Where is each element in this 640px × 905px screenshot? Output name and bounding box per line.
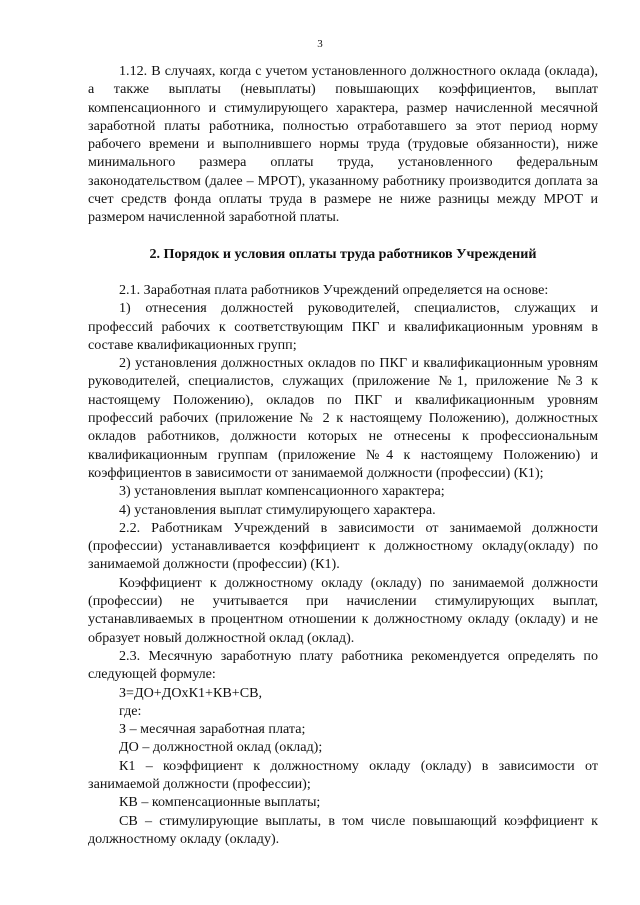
formula-term-do: ДО – должностной оклад (оклад); — [119, 739, 323, 756]
list-item-1: 1) отнесения должностей руководителей, специалистов, служащих и профессий рабочих к соответствующим ПКГ и квалификационным уровням в составе квалификационных групп; — [88, 300, 598, 353]
formula-where-label: где: — [119, 702, 142, 719]
salary-formula: З=ДО+ДОхК1+КВ+СВ, — [119, 684, 263, 701]
section-2-heading: 2. Порядок и условия оплаты труда работников Учреждений — [149, 245, 537, 262]
paragraph-1-12: 1.12. В случаях, когда с учетом установленного должностного оклада (оклада), а также выплаты (невыплаты) повышающих коэффициентов, выплат компенсационного и стимулирующего характера, размер начисленной месячной заработной платы работника, полностью отработавшего за этот период норму рабочего времени и выполнившего нормы труда (трудовые обязанности), ниже минимального размера оплаты труда, установленного федеральным законодательством (далее – МРОТ), указанному работнику производится доплата за счет средств фонда оплаты труда в размере не ниже разницы между МРОТ и размером начисленной заработной платы. — [88, 63, 598, 226]
list-item-2: 2) установления должностных окладов по ПКГ и квалификационным уровням руководителей, специалистов, служащих (приложение №1, приложение №3 к настоящему Положению), окладов по ПКГ и квалификационным уровням профессий рабочих (приложение № 2 к настоящему Положению), должностных окладов работников, должности которых не отнесены к профессиональным квалификационным группам (приложение №4 к настоящему Положению) и коэффициентов в зависимости от занимаемой должности (профессии) (К1); — [88, 355, 598, 481]
list-item-4: 4) установления выплат стимулирующего характера. — [119, 501, 436, 518]
paragraph-2-3: 2.3. Месячную заработную плату работника рекомендуется определять по следующей формуле: — [88, 647, 598, 683]
formula-term-kv: КВ – компенсационные выплаты; — [119, 794, 321, 811]
formula-term-sv: СВ – стимулирующие выплаты, в том числе повышающий коэффициент к должностному окладу (окладу). — [88, 812, 598, 847]
document-body — [88, 62, 598, 848]
page-number: 3 — [317, 38, 323, 50]
list-item-3: 3) установления выплат компенсационного характера; — [119, 483, 445, 500]
formula-term-z: З – месячная заработная плата; — [119, 721, 306, 738]
paragraph-coefficient-note: Коэффициент к должностному окладу (окладу) по занимаемой должности (профессии) не учитывается при начислении стимулирующих выплат, устанавливаемых в процентном отношении к должностному окладу (окладу) и не образует новый должностной оклад (оклад). — [88, 574, 598, 646]
paragraph-2-2: 2.2. Работникам Учреждений в зависимости от занимаемой должности (профессии) устанавливается коэффициент к должностному окладу(окладу) по занимаемой должности (профессии) (К1). — [88, 519, 598, 573]
paragraph-2-1: 2.1. Заработная плата работников Учреждений определяется на основе: — [119, 281, 549, 298]
formula-term-k1: К1 – коэффициент к должностному окладу (окладу) в зависимости от занимаемой должности (профессии); — [88, 757, 598, 792]
